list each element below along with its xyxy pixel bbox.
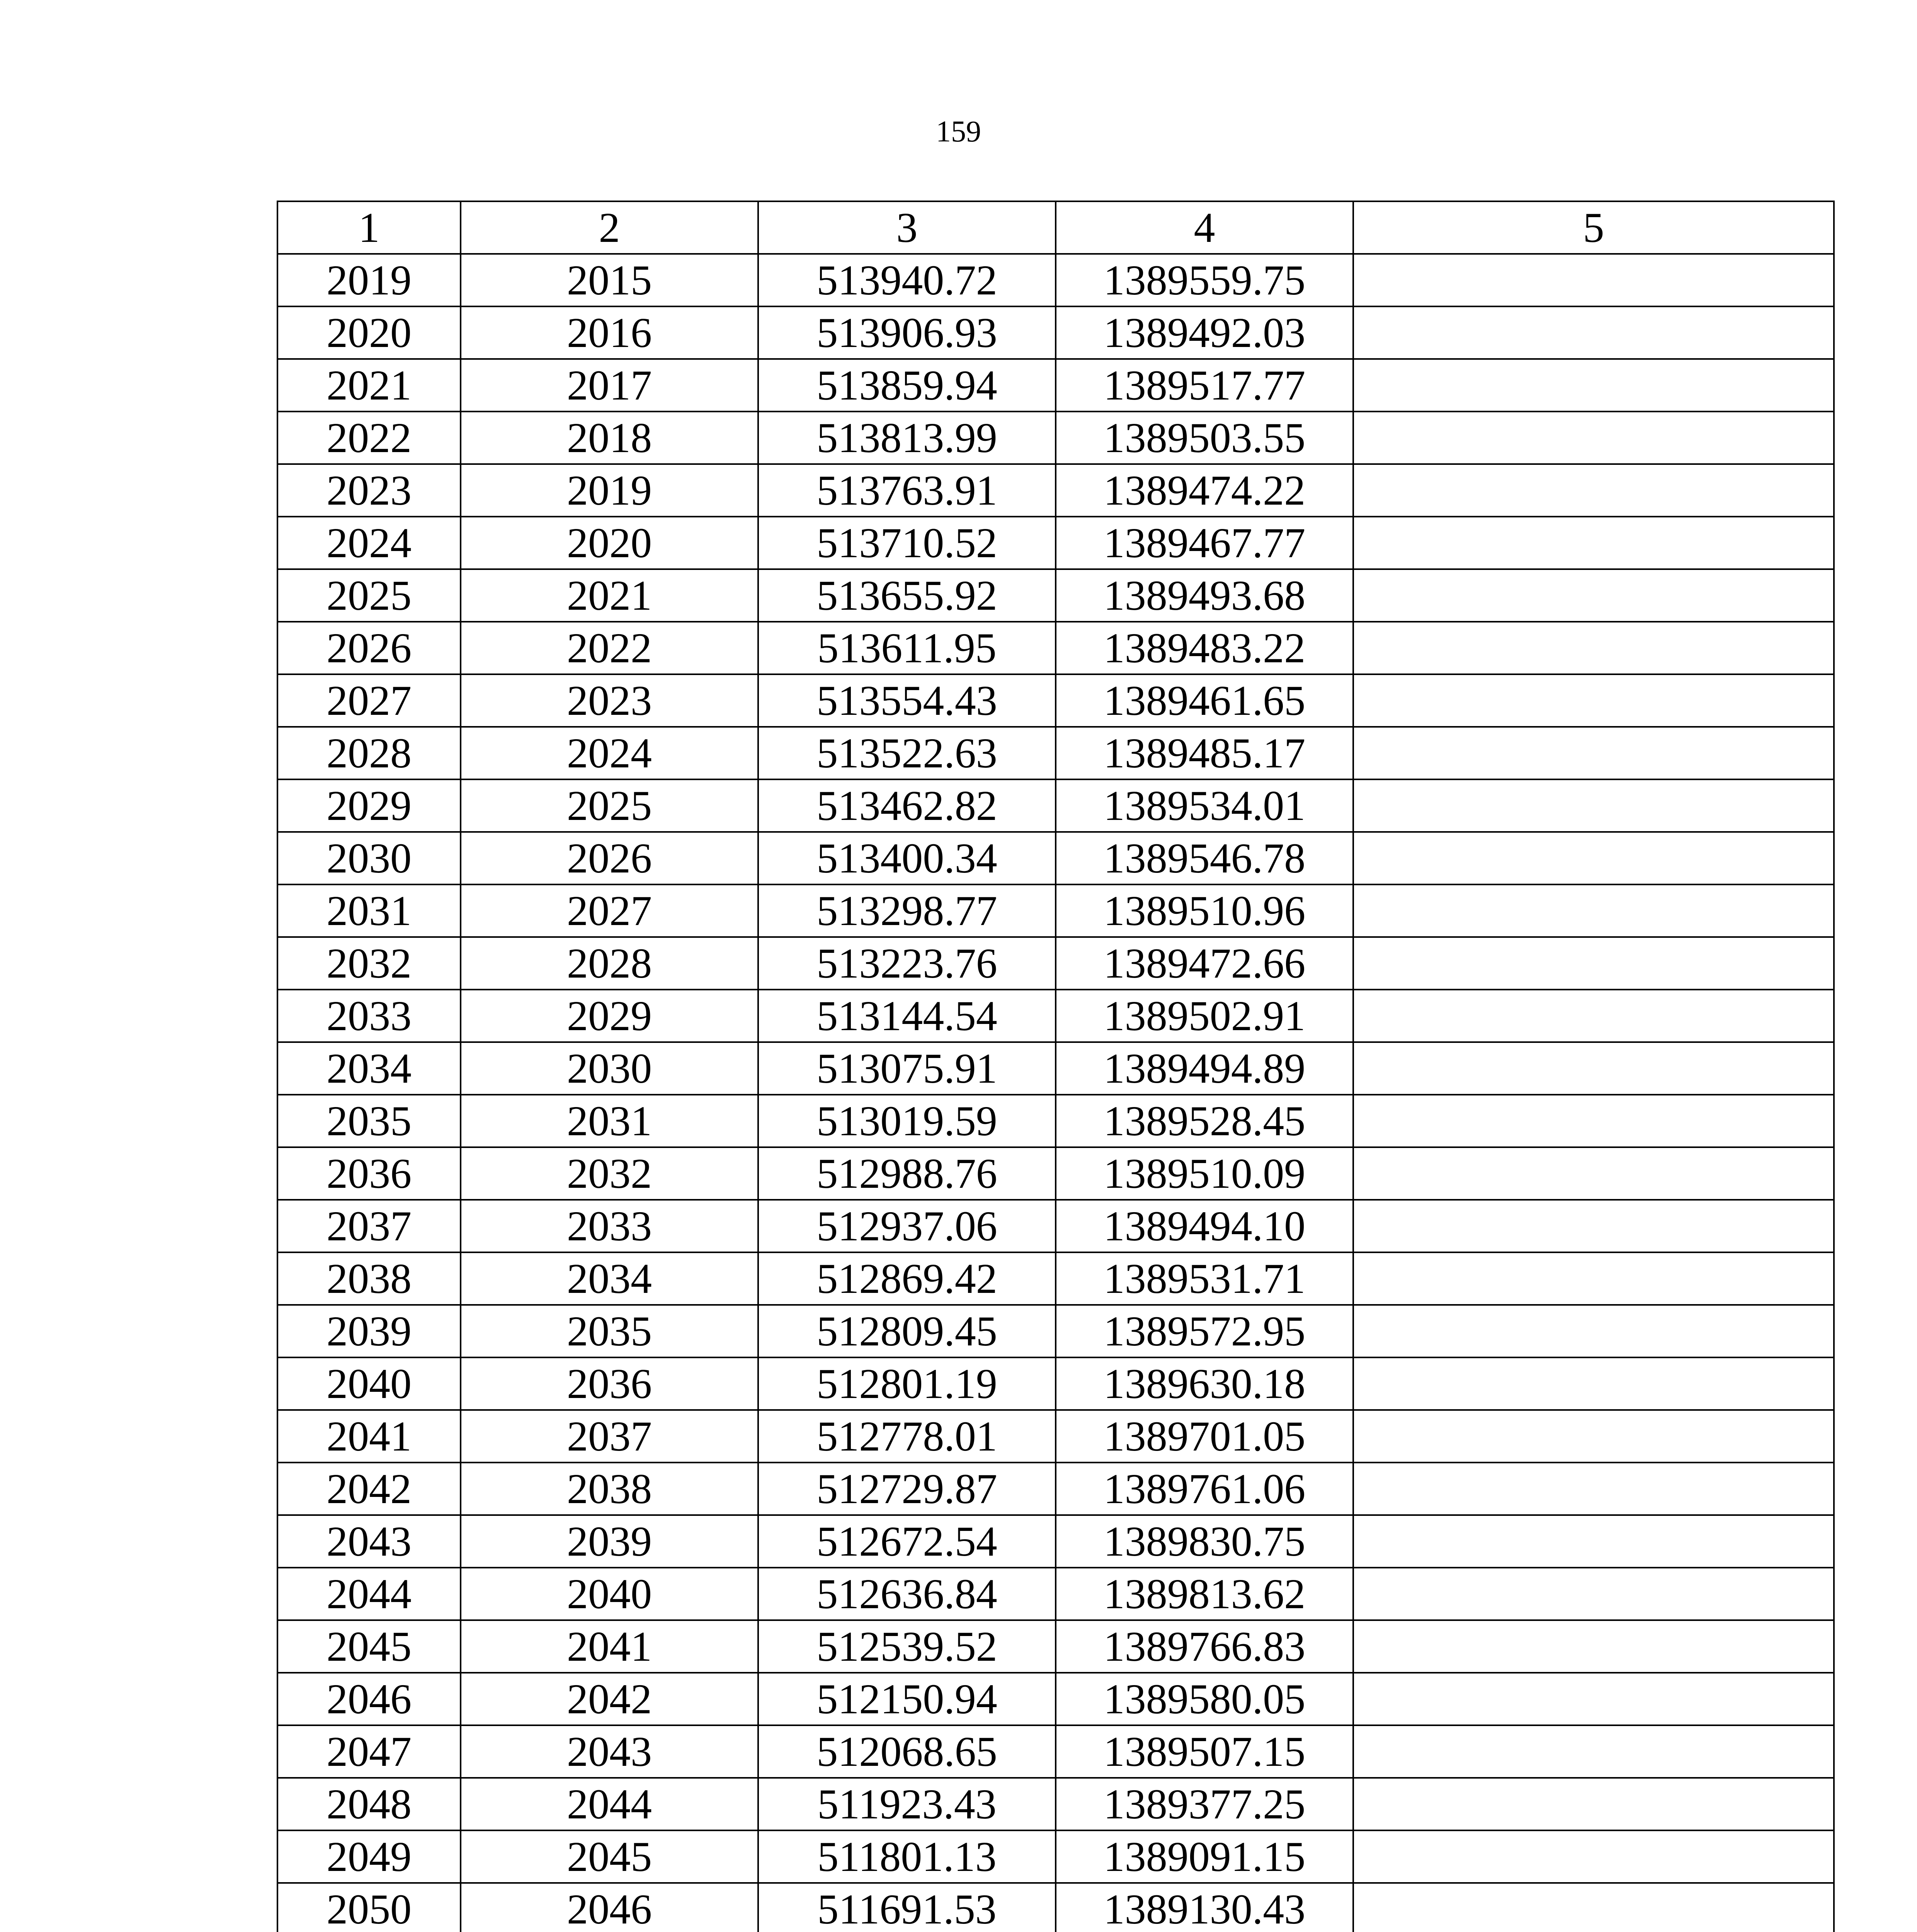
y-coordinate-cell: 1389485.17: [1056, 727, 1353, 779]
y-coordinate-cell: 1389517.77: [1056, 359, 1353, 412]
table-row: [277, 359, 1834, 412]
x-coordinate-cell: 511691.53: [758, 1883, 1056, 1932]
column-header-2: 2: [461, 201, 758, 254]
y-coordinate-cell: 1389534.01: [1056, 779, 1353, 832]
reference-number-cell: 2028: [461, 937, 758, 990]
y-coordinate-cell: 1389461.65: [1056, 674, 1353, 727]
x-coordinate-cell: 512150.94: [758, 1673, 1056, 1725]
y-coordinate-cell: 1389701.05: [1056, 1410, 1353, 1463]
x-coordinate-cell: 511801.13: [758, 1830, 1056, 1883]
point-number-cell: 2041: [277, 1410, 461, 1463]
table-row: [277, 1620, 1834, 1673]
point-number-cell: 2044: [277, 1568, 461, 1620]
x-coordinate-cell: 513940.72: [758, 254, 1056, 306]
y-coordinate-cell: 1389761.06: [1056, 1463, 1353, 1515]
table-row: [277, 1830, 1834, 1883]
x-coordinate-cell: 513223.76: [758, 937, 1056, 990]
x-coordinate-cell: 513655.92: [758, 569, 1056, 622]
x-coordinate-cell: 512729.87: [758, 1463, 1056, 1515]
notes-cell: [1353, 1305, 1834, 1357]
point-number-cell: 2024: [277, 517, 461, 569]
reference-number-cell: 2036: [461, 1357, 758, 1410]
y-coordinate-cell: 1389630.18: [1056, 1357, 1353, 1410]
notes-cell: [1353, 306, 1834, 359]
x-coordinate-cell: 513763.91: [758, 464, 1056, 517]
y-coordinate-cell: 1389474.22: [1056, 464, 1353, 517]
reference-number-cell: 2017: [461, 359, 758, 412]
notes-cell: [1353, 1200, 1834, 1252]
reference-number-cell: 2038: [461, 1463, 758, 1515]
x-coordinate-cell: 513400.34: [758, 832, 1056, 884]
x-coordinate-cell: 512539.52: [758, 1620, 1056, 1673]
table-row: [277, 1095, 1834, 1147]
notes-cell: [1353, 1410, 1834, 1463]
table-row: [277, 832, 1834, 884]
table-row: [277, 884, 1834, 937]
notes-cell: [1353, 517, 1834, 569]
y-coordinate-cell: 1389766.83: [1056, 1620, 1353, 1673]
column-header-1: 1: [277, 201, 461, 254]
x-coordinate-cell: 513462.82: [758, 779, 1056, 832]
point-number-cell: 2022: [277, 412, 461, 464]
x-coordinate-cell: 512672.54: [758, 1515, 1056, 1568]
point-number-cell: 2027: [277, 674, 461, 727]
notes-cell: [1353, 1620, 1834, 1673]
reference-number-cell: 2023: [461, 674, 758, 727]
table-row: [277, 517, 1834, 569]
table-row: [277, 1147, 1834, 1200]
reference-number-cell: 2035: [461, 1305, 758, 1357]
point-number-cell: 2025: [277, 569, 461, 622]
table-row: [277, 674, 1834, 727]
notes-cell: [1353, 727, 1834, 779]
point-number-cell: 2031: [277, 884, 461, 937]
table-row: [277, 1778, 1834, 1830]
point-number-cell: 2029: [277, 779, 461, 832]
column-header-5: 5: [1353, 201, 1834, 254]
table-row: [277, 412, 1834, 464]
reference-number-cell: 2046: [461, 1883, 758, 1932]
y-coordinate-cell: 1389507.15: [1056, 1725, 1353, 1778]
table-row: [277, 990, 1834, 1042]
table-row: [277, 1252, 1834, 1305]
x-coordinate-cell: 513298.77: [758, 884, 1056, 937]
reference-number-cell: 2043: [461, 1725, 758, 1778]
notes-cell: [1353, 1463, 1834, 1515]
x-coordinate-cell: 512801.19: [758, 1357, 1056, 1410]
notes-cell: [1353, 1883, 1834, 1932]
x-coordinate-cell: 512809.45: [758, 1305, 1056, 1357]
coordinates-table: [277, 201, 1835, 1932]
y-coordinate-cell: 1389494.10: [1056, 1200, 1353, 1252]
table-row: [277, 1200, 1834, 1252]
reference-number-cell: 2027: [461, 884, 758, 937]
y-coordinate-cell: 1389572.95: [1056, 1305, 1353, 1357]
y-coordinate-cell: 1389472.66: [1056, 937, 1353, 990]
point-number-cell: 2019: [277, 254, 461, 306]
notes-cell: [1353, 1252, 1834, 1305]
x-coordinate-cell: 513906.93: [758, 306, 1056, 359]
notes-cell: [1353, 1725, 1834, 1778]
reference-number-cell: 2039: [461, 1515, 758, 1568]
x-coordinate-cell: 513522.63: [758, 727, 1056, 779]
table-body: [277, 254, 1834, 1932]
reference-number-cell: 2022: [461, 622, 758, 674]
reference-number-cell: 2018: [461, 412, 758, 464]
y-coordinate-cell: 1389510.96: [1056, 884, 1353, 937]
y-coordinate-cell: 1389130.43: [1056, 1883, 1353, 1932]
notes-cell: [1353, 1357, 1834, 1410]
point-number-cell: 2032: [277, 937, 461, 990]
point-number-cell: 2037: [277, 1200, 461, 1252]
notes-cell: [1353, 779, 1834, 832]
x-coordinate-cell: 512778.01: [758, 1410, 1056, 1463]
notes-cell: [1353, 832, 1834, 884]
notes-cell: [1353, 884, 1834, 937]
table-row: [277, 1463, 1834, 1515]
y-coordinate-cell: 1389503.55: [1056, 412, 1353, 464]
reference-number-cell: 2033: [461, 1200, 758, 1252]
table-row: [277, 1725, 1834, 1778]
notes-cell: [1353, 359, 1834, 412]
x-coordinate-cell: 513813.99: [758, 412, 1056, 464]
table-row: [277, 569, 1834, 622]
notes-cell: [1353, 622, 1834, 674]
reference-number-cell: 2031: [461, 1095, 758, 1147]
reference-number-cell: 2024: [461, 727, 758, 779]
x-coordinate-cell: 513859.94: [758, 359, 1056, 412]
notes-cell: [1353, 254, 1834, 306]
notes-cell: [1353, 1830, 1834, 1883]
notes-cell: [1353, 569, 1834, 622]
y-coordinate-cell: 1389502.91: [1056, 990, 1353, 1042]
point-number-cell: 2023: [277, 464, 461, 517]
y-coordinate-cell: 1389559.75: [1056, 254, 1353, 306]
point-number-cell: 2036: [277, 1147, 461, 1200]
y-coordinate-cell: 1389492.03: [1056, 306, 1353, 359]
reference-number-cell: 2015: [461, 254, 758, 306]
reference-number-cell: 2019: [461, 464, 758, 517]
point-number-cell: 2035: [277, 1095, 461, 1147]
reference-number-cell: 2020: [461, 517, 758, 569]
y-coordinate-cell: 1389510.09: [1056, 1147, 1353, 1200]
point-number-cell: 2040: [277, 1357, 461, 1410]
table-row: [277, 306, 1834, 359]
point-number-cell: 2046: [277, 1673, 461, 1725]
notes-cell: [1353, 1568, 1834, 1620]
y-coordinate-cell: 1389813.62: [1056, 1568, 1353, 1620]
point-number-cell: 2039: [277, 1305, 461, 1357]
reference-number-cell: 2021: [461, 569, 758, 622]
point-number-cell: 2021: [277, 359, 461, 412]
x-coordinate-cell: 513710.52: [758, 517, 1056, 569]
y-coordinate-cell: 1389528.45: [1056, 1095, 1353, 1147]
y-coordinate-cell: 1389494.89: [1056, 1042, 1353, 1095]
y-coordinate-cell: 1389546.78: [1056, 832, 1353, 884]
reference-number-cell: 2025: [461, 779, 758, 832]
reference-number-cell: 2032: [461, 1147, 758, 1200]
notes-cell: [1353, 937, 1834, 990]
x-coordinate-cell: 512937.06: [758, 1200, 1056, 1252]
reference-number-cell: 2041: [461, 1620, 758, 1673]
reference-number-cell: 2045: [461, 1830, 758, 1883]
table-row: [277, 1568, 1834, 1620]
table-row: [277, 1410, 1834, 1463]
reference-number-cell: 2040: [461, 1568, 758, 1620]
notes-cell: [1353, 1095, 1834, 1147]
x-coordinate-cell: 512068.65: [758, 1725, 1056, 1778]
y-coordinate-cell: 1389091.15: [1056, 1830, 1353, 1883]
table-row: [277, 1673, 1834, 1725]
notes-cell: [1353, 990, 1834, 1042]
point-number-cell: 2034: [277, 1042, 461, 1095]
reference-number-cell: 2034: [461, 1252, 758, 1305]
y-coordinate-cell: 1389467.77: [1056, 517, 1353, 569]
notes-cell: [1353, 1515, 1834, 1568]
page-number: 159: [936, 114, 981, 148]
x-coordinate-cell: 512988.76: [758, 1147, 1056, 1200]
point-number-cell: 2030: [277, 832, 461, 884]
table-row: [277, 1042, 1834, 1095]
x-coordinate-cell: 513554.43: [758, 674, 1056, 727]
table-row: [277, 937, 1834, 990]
column-header-3: 3: [758, 201, 1056, 254]
y-coordinate-cell: 1389493.68: [1056, 569, 1353, 622]
reference-number-cell: 2030: [461, 1042, 758, 1095]
point-number-cell: 2050: [277, 1883, 461, 1932]
y-coordinate-cell: 1389580.05: [1056, 1673, 1353, 1725]
notes-cell: [1353, 1778, 1834, 1830]
x-coordinate-cell: 512869.42: [758, 1252, 1056, 1305]
notes-cell: [1353, 674, 1834, 727]
column-header-4: 4: [1056, 201, 1353, 254]
y-coordinate-cell: 1389377.25: [1056, 1778, 1353, 1830]
point-number-cell: 2026: [277, 622, 461, 674]
point-number-cell: 2020: [277, 306, 461, 359]
x-coordinate-cell: 511923.43: [758, 1778, 1056, 1830]
point-number-cell: 2047: [277, 1725, 461, 1778]
y-coordinate-cell: 1389483.22: [1056, 622, 1353, 674]
table-row: [277, 1883, 1834, 1932]
y-coordinate-cell: 1389531.71: [1056, 1252, 1353, 1305]
notes-cell: [1353, 1042, 1834, 1095]
x-coordinate-cell: 513075.91: [758, 1042, 1056, 1095]
table-row: [277, 1357, 1834, 1410]
point-number-cell: 2033: [277, 990, 461, 1042]
reference-number-cell: 2044: [461, 1778, 758, 1830]
table-header-row: [277, 201, 1834, 254]
reference-number-cell: 2037: [461, 1410, 758, 1463]
reference-number-cell: 2042: [461, 1673, 758, 1725]
point-number-cell: 2045: [277, 1620, 461, 1673]
point-number-cell: 2028: [277, 727, 461, 779]
table-row: [277, 1305, 1834, 1357]
point-number-cell: 2043: [277, 1515, 461, 1568]
table-row: [277, 727, 1834, 779]
point-number-cell: 2038: [277, 1252, 461, 1305]
reference-number-cell: 2029: [461, 990, 758, 1042]
notes-cell: [1353, 412, 1834, 464]
reference-number-cell: 2016: [461, 306, 758, 359]
x-coordinate-cell: 512636.84: [758, 1568, 1056, 1620]
point-number-cell: 2049: [277, 1830, 461, 1883]
table-row: [277, 254, 1834, 306]
x-coordinate-cell: 513144.54: [758, 990, 1056, 1042]
table-row: [277, 1515, 1834, 1568]
x-coordinate-cell: 513611.95: [758, 622, 1056, 674]
notes-cell: [1353, 1673, 1834, 1725]
notes-cell: [1353, 1147, 1834, 1200]
table-row: [277, 622, 1834, 674]
table-row: [277, 779, 1834, 832]
table-row: [277, 464, 1834, 517]
x-coordinate-cell: 513019.59: [758, 1095, 1056, 1147]
point-number-cell: 2048: [277, 1778, 461, 1830]
point-number-cell: 2042: [277, 1463, 461, 1515]
reference-number-cell: 2026: [461, 832, 758, 884]
y-coordinate-cell: 1389830.75: [1056, 1515, 1353, 1568]
notes-cell: [1353, 464, 1834, 517]
